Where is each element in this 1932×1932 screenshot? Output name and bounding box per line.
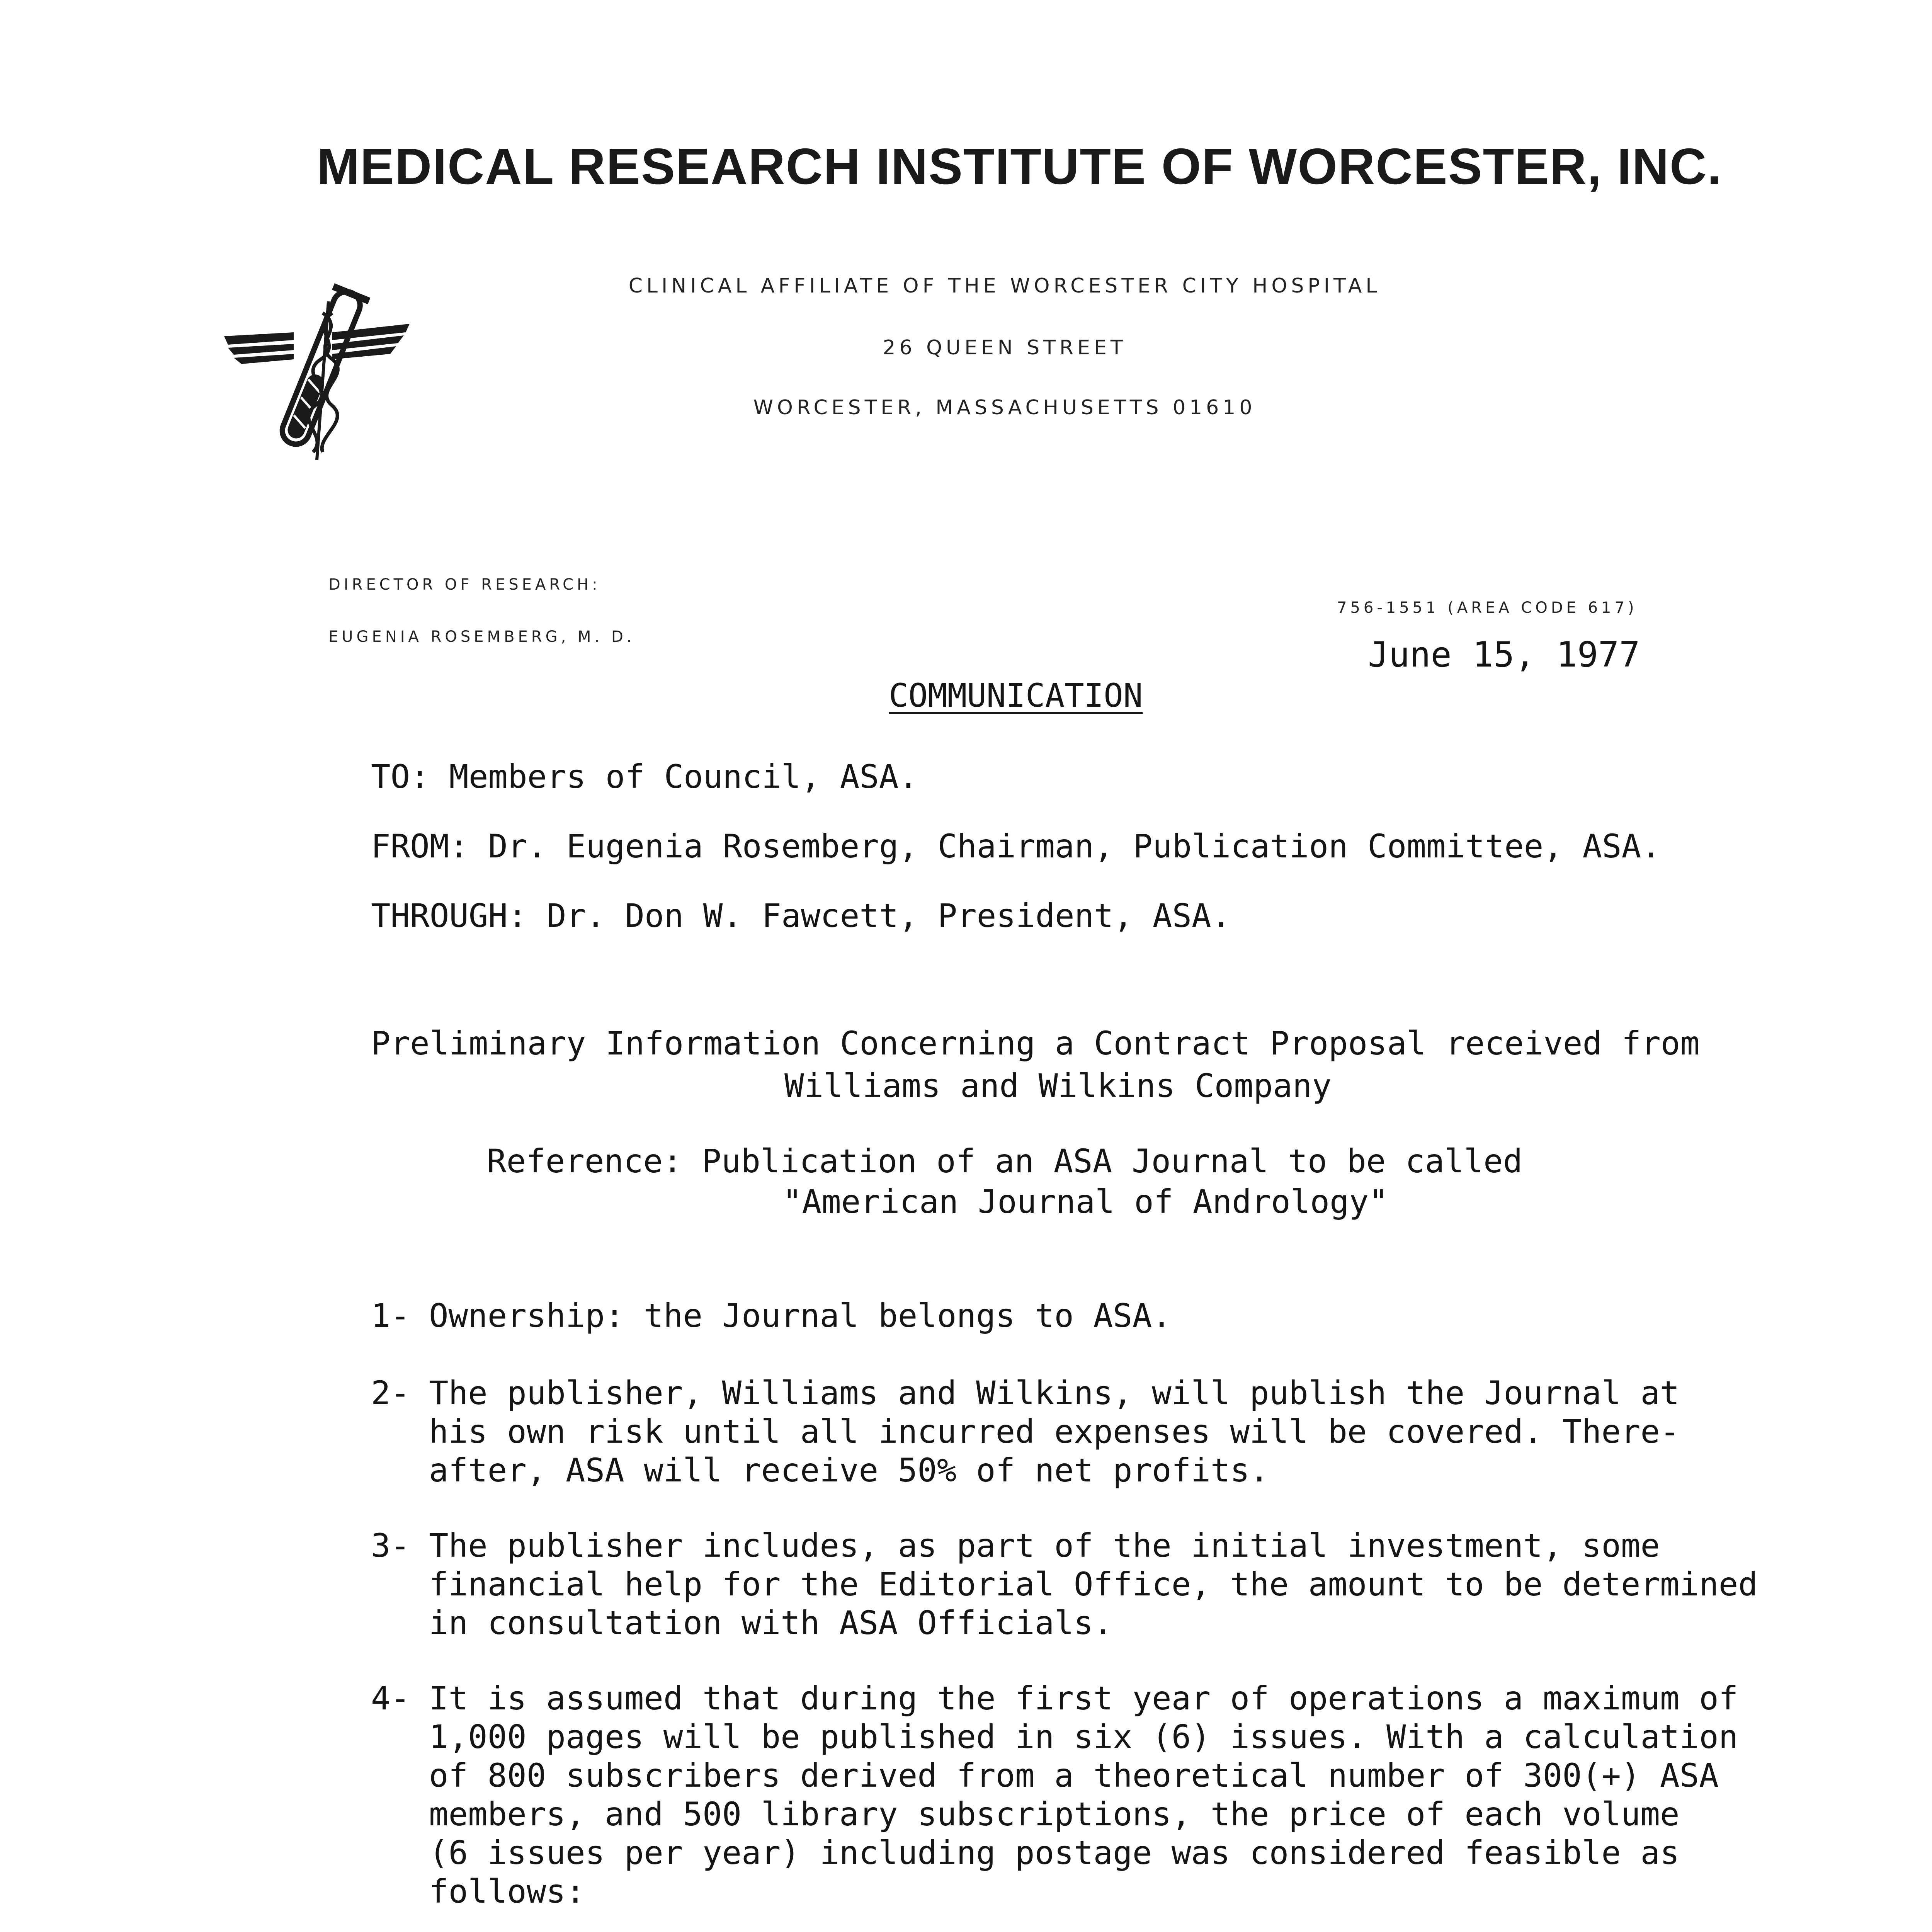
item-number: 1- xyxy=(371,1297,410,1335)
director-title: DIRECTOR OF RESEARCH: xyxy=(328,576,601,594)
item-line: The publisher includes, as part of the initial investment, some xyxy=(429,1527,1660,1565)
item-line: financial help for the Editorial Office, the amount to be determined xyxy=(429,1565,1758,1603)
item-line: (6 issues per year) including postage was considered feasible as xyxy=(429,1834,1680,1872)
item-line: members, and 500 library subscriptions, the price of each volume xyxy=(429,1795,1680,1833)
director-name: EUGENIA ROSEMBERG, M. D. xyxy=(328,628,635,646)
affiliation-line: CLINICAL AFFILIATE OF THE WORCESTER CITY HOSPITAL xyxy=(628,274,1381,298)
item-line: The publisher, Williams and Wilkins, will publish the Journal at xyxy=(429,1374,1680,1412)
item-number: 2- xyxy=(371,1374,410,1412)
item-line: 1,000 pages will be published in six (6) issues. With a calculation xyxy=(429,1718,1738,1756)
item-line: of 800 subscribers derived from a theoretical number of 300(+) ASA xyxy=(429,1757,1719,1794)
memo-from: FROM: Dr. Eugenia Rosemberg, Chairman, Publication Committee, ASA. xyxy=(371,827,1661,865)
institute-name: MEDICAL RESEARCH INSTITUTE OF WORCESTER, INC. xyxy=(317,138,1722,195)
item-number: 4- xyxy=(371,1679,410,1717)
reference-line-1: Reference: Publication of an ASA Journal to be called xyxy=(487,1142,1523,1180)
item-number: 3- xyxy=(371,1527,410,1565)
subject-line-2: Williams and Wilkins Company xyxy=(784,1067,1332,1105)
memo-to: TO: Members of Council, ASA. xyxy=(371,758,918,796)
phone-number: 756-1551 (AREA CODE 617) xyxy=(1337,599,1638,617)
caduceus-test-tube-icon xyxy=(216,278,417,471)
item-line: his own risk until all incurred expenses will be covered. There- xyxy=(429,1413,1680,1451)
item-line: in consultation with ASA Officials. xyxy=(429,1604,1113,1642)
street-line: 26 QUEEN STREET xyxy=(883,336,1127,359)
item-line: Ownership: the Journal belongs to ASA. xyxy=(429,1297,1172,1335)
memo-heading: COMMUNICATION xyxy=(889,677,1143,714)
letter-date: June 15, 1977 xyxy=(1368,634,1640,675)
reference-line-2: "American Journal of Andrology" xyxy=(782,1183,1388,1221)
item-line: It is assumed that during the first year of operations a maximum of xyxy=(429,1679,1738,1717)
memo-through: THROUGH: Dr. Don W. Fawcett, President, ASA. xyxy=(371,897,1231,935)
city-line: WORCESTER, MASSACHUSETTS 01610 xyxy=(753,396,1256,419)
subject-line-1: Preliminary Information Concerning a Contract Proposal received from xyxy=(371,1024,1700,1062)
item-line: follows: xyxy=(429,1872,585,1910)
item-line: after, ASA will receive 50% of net profits. xyxy=(429,1451,1269,1489)
